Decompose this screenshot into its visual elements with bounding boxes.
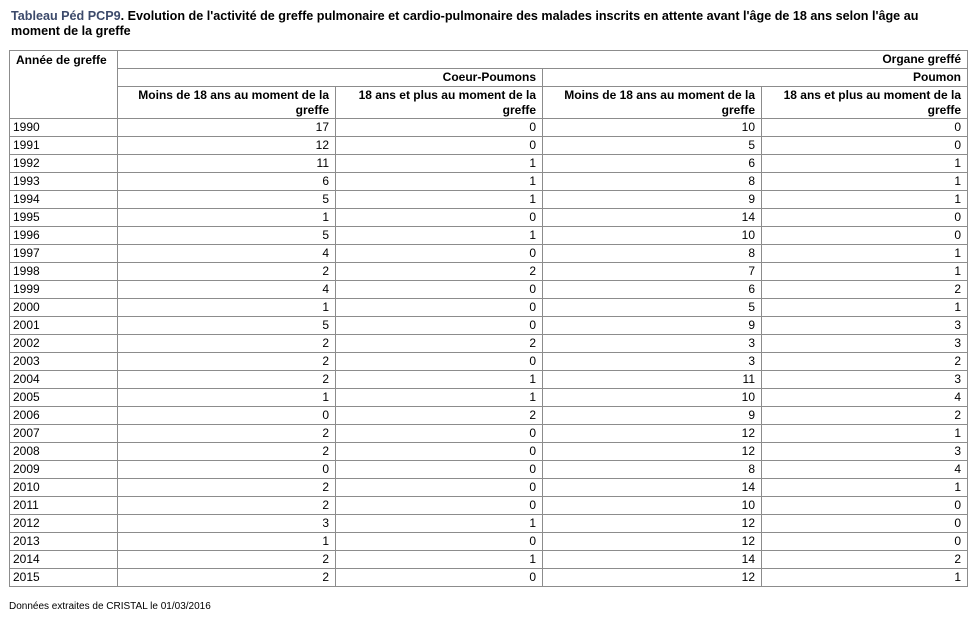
value-cell: 2 bbox=[762, 551, 968, 569]
value-cell: 2 bbox=[118, 371, 336, 389]
value-cell: 2 bbox=[118, 335, 336, 353]
value-cell: 2 bbox=[762, 281, 968, 299]
value-cell: 0 bbox=[336, 497, 543, 515]
year-cell: 1991 bbox=[10, 137, 118, 155]
value-cell: 2 bbox=[118, 443, 336, 461]
organ-header: Organe greffé bbox=[118, 51, 968, 69]
value-cell: 7 bbox=[543, 263, 762, 281]
value-cell: 8 bbox=[543, 245, 762, 263]
table-row bbox=[10, 317, 968, 335]
value-cell: 1 bbox=[336, 173, 543, 191]
year-cell: 2005 bbox=[10, 389, 118, 407]
value-cell: 14 bbox=[543, 479, 762, 497]
value-cell: 2 bbox=[118, 569, 336, 587]
year-cell: 1993 bbox=[10, 173, 118, 191]
value-cell: 12 bbox=[543, 443, 762, 461]
value-cell: 0 bbox=[118, 407, 336, 425]
source-note: Données extraites de CRISTAL le 01/03/2016 bbox=[9, 601, 211, 612]
value-cell: 5 bbox=[543, 137, 762, 155]
value-cell: 0 bbox=[336, 317, 543, 335]
table-row bbox=[10, 137, 968, 155]
value-cell: 10 bbox=[543, 497, 762, 515]
value-cell: 5 bbox=[543, 299, 762, 317]
value-cell: 0 bbox=[336, 281, 543, 299]
value-cell: 3 bbox=[762, 335, 968, 353]
value-cell: 1 bbox=[336, 371, 543, 389]
subheader-p-under-18: Moins de 18 ans au moment de la greffe bbox=[543, 87, 762, 119]
table-row bbox=[10, 155, 968, 173]
table-row bbox=[10, 407, 968, 425]
year-cell: 2009 bbox=[10, 461, 118, 479]
value-cell: 1 bbox=[118, 299, 336, 317]
value-cell: 4 bbox=[118, 281, 336, 299]
value-cell: 1 bbox=[336, 191, 543, 209]
year-cell: 2015 bbox=[10, 569, 118, 587]
table-row bbox=[10, 569, 968, 587]
value-cell: 0 bbox=[336, 299, 543, 317]
value-cell: 6 bbox=[543, 281, 762, 299]
value-cell: 1 bbox=[762, 479, 968, 497]
value-cell: 2 bbox=[118, 425, 336, 443]
value-cell: 0 bbox=[762, 497, 968, 515]
year-cell: 1997 bbox=[10, 245, 118, 263]
value-cell: 12 bbox=[543, 533, 762, 551]
value-cell: 12 bbox=[543, 569, 762, 587]
value-cell: 0 bbox=[336, 119, 543, 137]
value-cell: 1 bbox=[762, 569, 968, 587]
group-header-poumon: Poumon bbox=[543, 69, 968, 87]
table-row bbox=[10, 533, 968, 551]
value-cell: 2 bbox=[336, 335, 543, 353]
value-cell: 9 bbox=[543, 191, 762, 209]
year-cell: 2014 bbox=[10, 551, 118, 569]
value-cell: 12 bbox=[543, 515, 762, 533]
table-row bbox=[10, 191, 968, 209]
table-caption: . Evolution de l'activité de greffe pulmonaire et cardio-pulmonaire des malades inscrits en attente avant l'âge de 18 ans selon l'âge au moment de la greffe bbox=[11, 9, 919, 38]
subheader-cp-18-plus: 18 ans et plus au moment de la greffe bbox=[336, 87, 543, 119]
value-cell: 12 bbox=[543, 425, 762, 443]
value-cell: 3 bbox=[762, 371, 968, 389]
value-cell: 1 bbox=[336, 551, 543, 569]
value-cell: 2 bbox=[336, 407, 543, 425]
value-cell: 14 bbox=[543, 209, 762, 227]
table-row bbox=[10, 173, 968, 191]
value-cell: 0 bbox=[762, 119, 968, 137]
value-cell: 0 bbox=[762, 515, 968, 533]
table-row bbox=[10, 281, 968, 299]
value-cell: 1 bbox=[118, 533, 336, 551]
value-cell: 0 bbox=[336, 137, 543, 155]
value-cell: 0 bbox=[336, 209, 543, 227]
value-cell: 2 bbox=[118, 263, 336, 281]
value-cell: 10 bbox=[543, 227, 762, 245]
value-cell: 6 bbox=[118, 173, 336, 191]
value-cell: 0 bbox=[336, 479, 543, 497]
year-cell: 2010 bbox=[10, 479, 118, 497]
value-cell: 1 bbox=[762, 263, 968, 281]
value-cell: 3 bbox=[543, 335, 762, 353]
table-body bbox=[10, 119, 968, 587]
table-row bbox=[10, 515, 968, 533]
value-cell: 4 bbox=[762, 461, 968, 479]
year-cell: 1996 bbox=[10, 227, 118, 245]
table-row bbox=[10, 479, 968, 497]
table-row bbox=[10, 335, 968, 353]
table-row bbox=[10, 209, 968, 227]
value-cell: 0 bbox=[336, 353, 543, 371]
value-cell: 3 bbox=[118, 515, 336, 533]
table-row bbox=[10, 245, 968, 263]
value-cell: 1 bbox=[762, 173, 968, 191]
subheader-p-18-plus: 18 ans et plus au moment de la greffe bbox=[762, 87, 968, 119]
year-cell: 2013 bbox=[10, 533, 118, 551]
table-row bbox=[10, 497, 968, 515]
table-row bbox=[10, 353, 968, 371]
year-cell: 1992 bbox=[10, 155, 118, 173]
value-cell: 6 bbox=[543, 155, 762, 173]
value-cell: 1 bbox=[336, 227, 543, 245]
year-cell: 2004 bbox=[10, 371, 118, 389]
value-cell: 8 bbox=[543, 461, 762, 479]
value-cell: 2 bbox=[118, 497, 336, 515]
value-cell: 14 bbox=[543, 551, 762, 569]
value-cell: 1 bbox=[336, 155, 543, 173]
value-cell: 2 bbox=[118, 479, 336, 497]
table-row bbox=[10, 443, 968, 461]
value-cell: 0 bbox=[762, 533, 968, 551]
value-cell: 17 bbox=[118, 119, 336, 137]
value-cell: 3 bbox=[543, 353, 762, 371]
table-row bbox=[10, 299, 968, 317]
value-cell: 2 bbox=[118, 353, 336, 371]
value-cell: 0 bbox=[762, 227, 968, 245]
year-cell: 2007 bbox=[10, 425, 118, 443]
value-cell: 9 bbox=[543, 407, 762, 425]
year-cell: 1995 bbox=[10, 209, 118, 227]
value-cell: 10 bbox=[543, 389, 762, 407]
value-cell: 1 bbox=[762, 245, 968, 263]
year-cell: 1998 bbox=[10, 263, 118, 281]
value-cell: 2 bbox=[118, 551, 336, 569]
value-cell: 0 bbox=[118, 461, 336, 479]
year-cell: 2012 bbox=[10, 515, 118, 533]
year-cell: 2001 bbox=[10, 317, 118, 335]
table-row bbox=[10, 425, 968, 443]
year-cell: 1990 bbox=[10, 119, 118, 137]
value-cell: 4 bbox=[762, 389, 968, 407]
value-cell: 4 bbox=[118, 245, 336, 263]
table-id: Tableau Péd PCP9 bbox=[11, 9, 121, 23]
table-row bbox=[10, 389, 968, 407]
value-cell: 0 bbox=[336, 569, 543, 587]
value-cell: 12 bbox=[118, 137, 336, 155]
value-cell: 3 bbox=[762, 443, 968, 461]
value-cell: 1 bbox=[762, 155, 968, 173]
year-header: Année de greffe bbox=[10, 51, 118, 119]
value-cell: 1 bbox=[762, 191, 968, 209]
value-cell: 0 bbox=[336, 461, 543, 479]
value-cell: 9 bbox=[543, 317, 762, 335]
table-row bbox=[10, 551, 968, 569]
value-cell: 0 bbox=[762, 137, 968, 155]
table-title bbox=[11, 9, 966, 39]
value-cell: 8 bbox=[543, 173, 762, 191]
year-cell: 2006 bbox=[10, 407, 118, 425]
group-header-coeur-poumons: Coeur-Poumons bbox=[118, 69, 543, 87]
value-cell: 1 bbox=[762, 299, 968, 317]
value-cell: 0 bbox=[336, 533, 543, 551]
value-cell: 0 bbox=[336, 425, 543, 443]
value-cell: 10 bbox=[543, 119, 762, 137]
year-cell: 1994 bbox=[10, 191, 118, 209]
value-cell: 11 bbox=[543, 371, 762, 389]
value-cell: 1 bbox=[118, 209, 336, 227]
value-cell: 3 bbox=[762, 317, 968, 335]
year-cell: 1999 bbox=[10, 281, 118, 299]
value-cell: 5 bbox=[118, 317, 336, 335]
value-cell: 1 bbox=[118, 389, 336, 407]
value-cell: 1 bbox=[336, 389, 543, 407]
year-cell: 2003 bbox=[10, 353, 118, 371]
table-row bbox=[10, 119, 968, 137]
table-row bbox=[10, 371, 968, 389]
value-cell: 2 bbox=[336, 263, 543, 281]
year-cell: 2008 bbox=[10, 443, 118, 461]
value-cell: 5 bbox=[118, 227, 336, 245]
value-cell: 11 bbox=[118, 155, 336, 173]
data-table bbox=[9, 50, 968, 587]
table-row bbox=[10, 461, 968, 479]
year-cell: 2000 bbox=[10, 299, 118, 317]
year-cell: 2002 bbox=[10, 335, 118, 353]
value-cell: 1 bbox=[336, 515, 543, 533]
value-cell: 0 bbox=[762, 209, 968, 227]
value-cell: 0 bbox=[336, 245, 543, 263]
year-cell: 2011 bbox=[10, 497, 118, 515]
table-row bbox=[10, 227, 968, 245]
value-cell: 0 bbox=[336, 443, 543, 461]
value-cell: 2 bbox=[762, 353, 968, 371]
value-cell: 2 bbox=[762, 407, 968, 425]
table-row bbox=[10, 263, 968, 281]
subheader-cp-under-18: Moins de 18 ans au moment de la greffe bbox=[118, 87, 336, 119]
value-cell: 5 bbox=[118, 191, 336, 209]
value-cell: 1 bbox=[762, 425, 968, 443]
